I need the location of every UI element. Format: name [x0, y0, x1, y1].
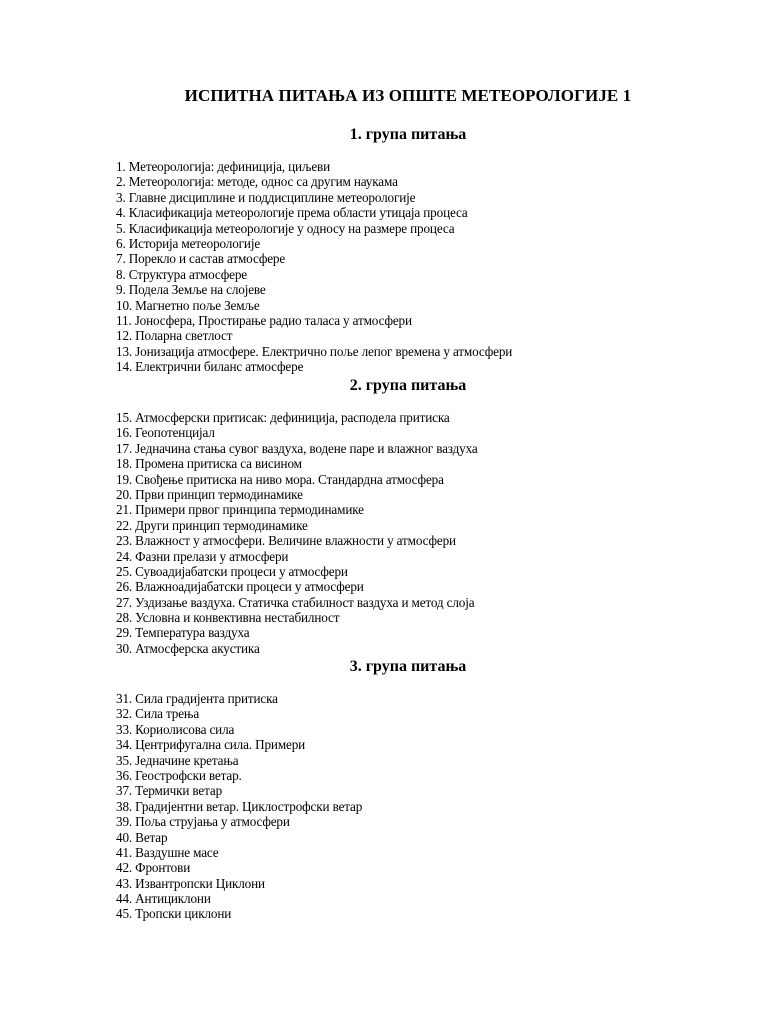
question-item: 33. Кориолисова сила — [116, 721, 235, 737]
question-item: 41. Ваздушне масе — [116, 844, 219, 860]
question-item: 25. Сувоадијабатски процеси у атмосфери — [116, 563, 348, 579]
question-item: 11. Јоносфера, Простирање радио таласа у атмосфери — [116, 312, 412, 328]
question-item: 23. Влажност у атмосфери. Величине влажности у атмосфери — [116, 533, 456, 549]
question-item: 44. Антициклони — [116, 891, 211, 907]
question-item: 4. Класификација метеорологије према области утицаја процеса — [116, 205, 468, 221]
question-list — [116, 159, 512, 374]
group-heading: 2. група питања — [349, 377, 467, 394]
question-item: 5. Класификација метеорологије у односу на размере процеса — [116, 220, 455, 236]
group-heading: 3. група питања — [349, 658, 467, 675]
question-item: 31. Сила градијента притиска — [116, 691, 278, 706]
question-item: 6. Историја метеорологије — [116, 235, 261, 251]
question-item: 28. Условна и конвективна нестабилност — [116, 610, 340, 626]
question-item: 30. Атмосферска акустика — [116, 640, 260, 656]
question-item: 40. Ветар — [116, 829, 168, 845]
question-list — [116, 410, 478, 656]
question-item: 22. Други принцип термодинамике — [116, 517, 308, 533]
question-item: 2. Метеорологија: методе, однос са другим наукама — [116, 174, 398, 190]
question-item: 32. Сила трења — [116, 706, 200, 722]
question-item: 10. Магнетно поље Земље — [116, 297, 260, 313]
question-item: 43. Извантропски Циклони — [116, 875, 265, 891]
question-item: 34. Центрифугална сила. Примери — [116, 737, 306, 753]
group-heading: 1. група питања — [349, 126, 467, 143]
question-item: 42. Фронтови — [116, 860, 191, 876]
question-item: 35. Једначине кретања — [116, 752, 239, 768]
question-item: 27. Уздизање ваздуха. Статичка стабилност ваздуха и метод слоја — [116, 594, 475, 610]
question-item: 37. Термички ветар — [116, 783, 223, 799]
question-item: 18. Промена притиска са висином — [116, 456, 302, 472]
question-item: 29. Температура ваздуха — [116, 625, 250, 641]
question-item: 7. Порекло и састав атмосфере — [116, 251, 286, 267]
question-item: 16. Геопотенцијал — [116, 425, 215, 441]
question-item: 15. Атмосферски притисак: дефиниција, расподела притиска — [116, 410, 450, 425]
question-item: 8. Структура атмосфере — [116, 266, 248, 282]
question-item: 17. Једначина стања сувог ваздуха, водене паре и влажног ваздуха — [116, 440, 478, 456]
question-item: 12. Поларна светлост — [116, 328, 233, 344]
question-item: 3. Главне дисциплине и поддисциплине метеорологије — [116, 189, 416, 205]
question-item: 45. Тропски циклони — [116, 906, 232, 922]
question-item: 24. Фазни прелази у атмосфери — [116, 548, 289, 564]
question-item: 39. Поља струјања у атмосфери — [116, 814, 290, 830]
question-item: 1. Метеорологија: дефиниција, циљеви — [116, 159, 331, 174]
question-list — [116, 691, 362, 922]
question-item: 14. Електрични биланс атмосфере — [116, 359, 304, 375]
question-item: 13. Јонизација атмосфере. Електрично поље лепог времена у атмосфери — [116, 343, 513, 359]
question-item: 20. Први принцип термодинамике — [116, 486, 303, 502]
question-item: 9. Подела Земље на слојеве — [116, 282, 266, 298]
question-item: 21. Примери првог принципа термодинамике — [116, 502, 364, 518]
question-item: 38. Градијентни ветар. Циклострофски ветар — [116, 798, 363, 814]
question-item: 26. Влажноадијабатски процеси у атмосфери — [116, 579, 364, 595]
question-item: 36. Геострофски ветар. — [116, 767, 242, 783]
document-title: ИСПИТНА ПИТАЊА ИЗ ОПШТЕ МЕТЕОРОЛОГИЈЕ 1 — [184, 86, 632, 105]
question-item: 19. Свођење притиска на ниво мора. Стандардна атмосфера — [116, 471, 444, 487]
